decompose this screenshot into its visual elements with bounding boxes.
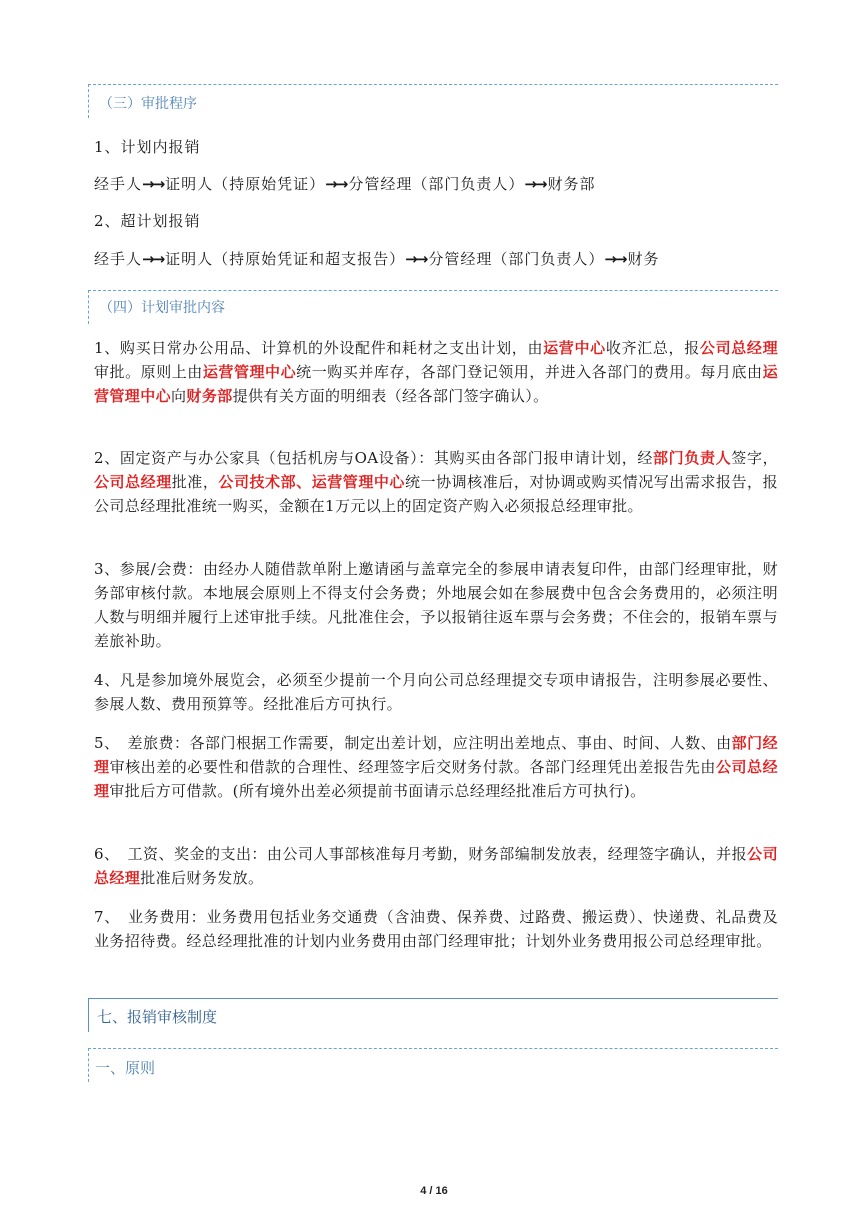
text: 审批后方可借款。(所有境外出差必须提前书面请示总经理经批准后方可执行)。 [109, 782, 646, 800]
flow-step-manager: 分管经理（部门负责人） [428, 250, 605, 268]
paragraph-business-expenses: 7、 业务费用：业务费用包括业务交通费（含油费、保养费、过路费、搬运费）、快递费、礼品费及业务招待费。经总经理批准的计划内业务费用由部门经理审批；计划外业务费用报公司总经理审批。 [94, 908, 778, 950]
highlight: 财务部 [186, 387, 233, 405]
section-heading-text: （三）审批程序 [99, 96, 197, 112]
arrow-right-icon: →→ [325, 175, 347, 193]
highlight: 运营管理中心 [202, 363, 297, 381]
item-over-plan-reimbursement: 2、超计划报销 [94, 212, 201, 230]
text: 批准， [171, 473, 219, 491]
text: 收齐汇总，报 [605, 339, 700, 357]
flow-step-finance: 财务部 [547, 175, 596, 193]
text: 签字， [731, 449, 778, 467]
text: 批准后财务发放。 [140, 869, 264, 887]
paragraph-salary-bonus [94, 842, 778, 890]
section-heading-approval-procedure [88, 84, 778, 118]
arrow-right-icon: →→ [142, 175, 164, 193]
highlight: 部门经理 [94, 734, 778, 776]
section-heading-principles [88, 1048, 778, 1082]
text: 向 [171, 387, 187, 405]
paragraph-overseas-exhibition: 4、凡是参加境外展览会，必须至少提前一个月向公司总经理提交专项申请报告，注明参展必要性、参展人数、费用预算等。经批准后方可执行。 [94, 671, 778, 713]
paragraph-travel-expenses [94, 731, 778, 803]
highlight: 运营管理中心 [94, 363, 778, 405]
flow-step-manager: 分管经理（部门负责人） [348, 175, 525, 193]
arrow-right-icon: →→ [524, 175, 546, 193]
section-heading-plan-approval [88, 290, 778, 324]
text: 5、 差旅费：各部门根据工作需要，制定出差计划，应注明出差地点、事由、时间、人数、由 [94, 734, 732, 752]
text: 6、 工资、奖金的支出：由公司人事部核准每月考勤，财务部编制发放表，经理签字确认，并报 [94, 845, 748, 863]
text: 审核出差的必要性和借款的合理性、经理签字后交财务付款。各部门经理凭出差报告先由 [109, 758, 716, 776]
paragraph-exhibition-fees: 3、参展/会费：由经办人随借款单附上邀请函与盖章完全的参展申请表复印件，由部门经理审批，财务部审核付款。本地展会原则上不得支付会务费；外地展会如在参展费中包含会务费用的，必须注明人数与明细并履行上述审批手续。凡批准住会，予以报销往返车票与会务费；不住会的，报销车票与差旅补助。 [94, 560, 778, 650]
text: 提供有关方面的明细表（经各部门签字确认）。 [232, 387, 549, 405]
highlight: 部门负责人 [653, 449, 732, 467]
arrow-right-icon: →→ [405, 250, 427, 268]
paragraph-office-supplies [94, 336, 778, 408]
flow-step-witness: 证明人（持原始凭证） [165, 175, 326, 193]
highlight: 公司总经理 [94, 758, 778, 800]
highlight: 公司技术部、运营管理中心 [218, 473, 405, 491]
section-heading-text: （四）计划审批内容 [99, 300, 225, 316]
chapter-heading-text: 七、报销审核制度 [97, 1008, 218, 1026]
highlight: 公司总经理 [699, 339, 778, 357]
chapter-heading-audit-system [88, 998, 778, 1032]
flow-planned [94, 173, 595, 194]
text: 2、固定资产与办公家具（包括机房与OA设备）：其购买由各部门报申请计划，经 [94, 449, 654, 467]
flow-step-witness: 证明人（持原始凭证和超支报告） [165, 250, 406, 268]
arrow-right-icon: →→ [604, 250, 626, 268]
item-planned-reimbursement: 1、计划内报销 [94, 138, 201, 156]
flow-step-handler: 经手人 [94, 250, 143, 268]
arrow-right-icon: →→ [142, 250, 164, 268]
text: 审批。原则上由 [94, 363, 203, 381]
flow-step-handler: 经手人 [94, 175, 143, 193]
flow-step-finance: 财务 [627, 250, 660, 268]
highlight: 运营中心 [543, 339, 606, 357]
highlight: 公司总经理 [94, 845, 778, 887]
text: 1、购买日常办公用品、计算机的外设配件和耗材之支出计划，由 [94, 339, 544, 357]
flow-over-plan [94, 248, 659, 269]
paragraph-fixed-assets [94, 446, 778, 518]
text: 统一购买并库存，各部门登记领用，并进入各部门的费用。每月底由 [296, 363, 763, 381]
highlight: 公司总经理 [94, 473, 172, 491]
page-number: 4 / 16 [420, 1185, 448, 1197]
text: 统一协调核准后，对协调或购买情况写出需求报告，报公司总经理批准统一购买，金额在1万元以上的固定资产购入必须报总经理审批。 [94, 473, 778, 515]
section-heading-text: 一、原则 [95, 1059, 156, 1077]
